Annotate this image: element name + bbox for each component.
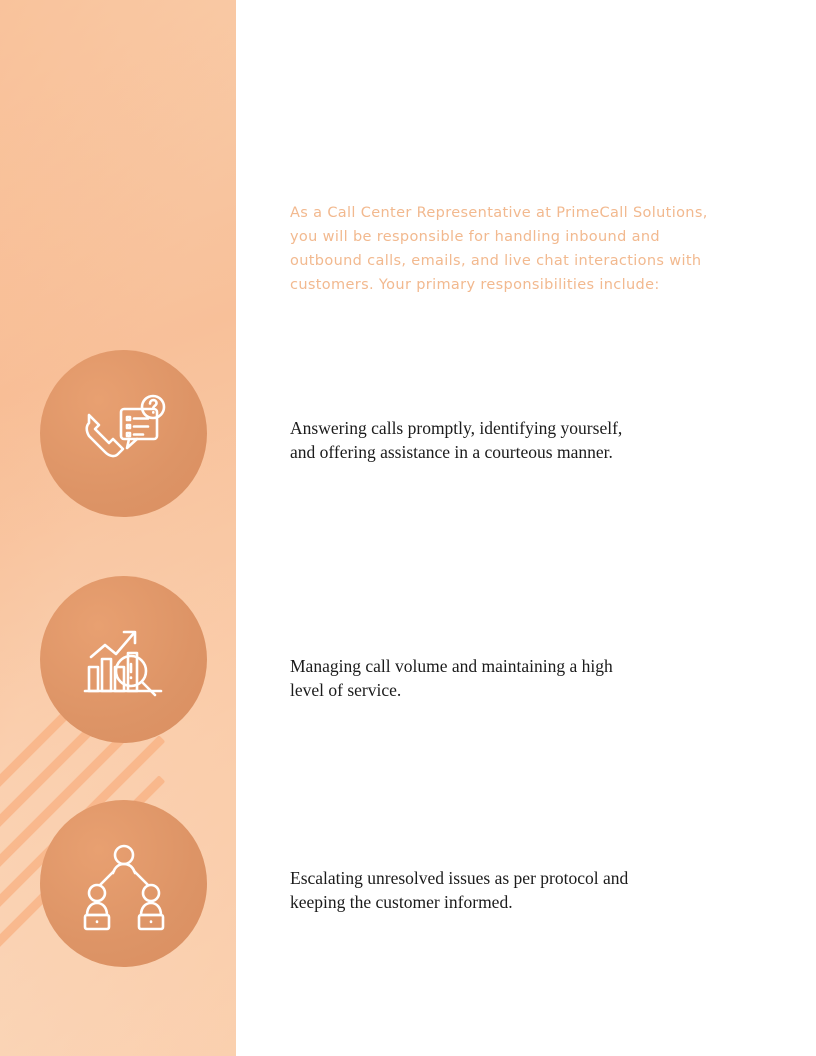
responsibility-item-text: Escalating unresolved issues as per protocol and keeping the customer informed.: [290, 867, 629, 912]
icon-circle-1: [40, 350, 207, 517]
responsibility-item-text: Answering calls promptly, identifying yourself, and offering assistance in a courteous manner.: [290, 417, 623, 462]
team-collaboration-icon: [69, 829, 179, 939]
growth-chart-magnifier-icon: [69, 605, 179, 715]
intro-paragraph: As a Call Center Representative at PrimeCall Solutions, you will be responsible for handling inbound and outbound calls, emails, and live chat interactions with customers. Your primary responsibilities include:: [290, 204, 708, 293]
phone-question-checklist-icon: [69, 379, 179, 489]
icon-circle-3: [40, 800, 207, 967]
content-column: [290, 0, 760, 1056]
responsibility-item-text: Managing call volume and maintaining a high level of service.: [290, 655, 613, 700]
icon-circle-2: [40, 576, 207, 743]
